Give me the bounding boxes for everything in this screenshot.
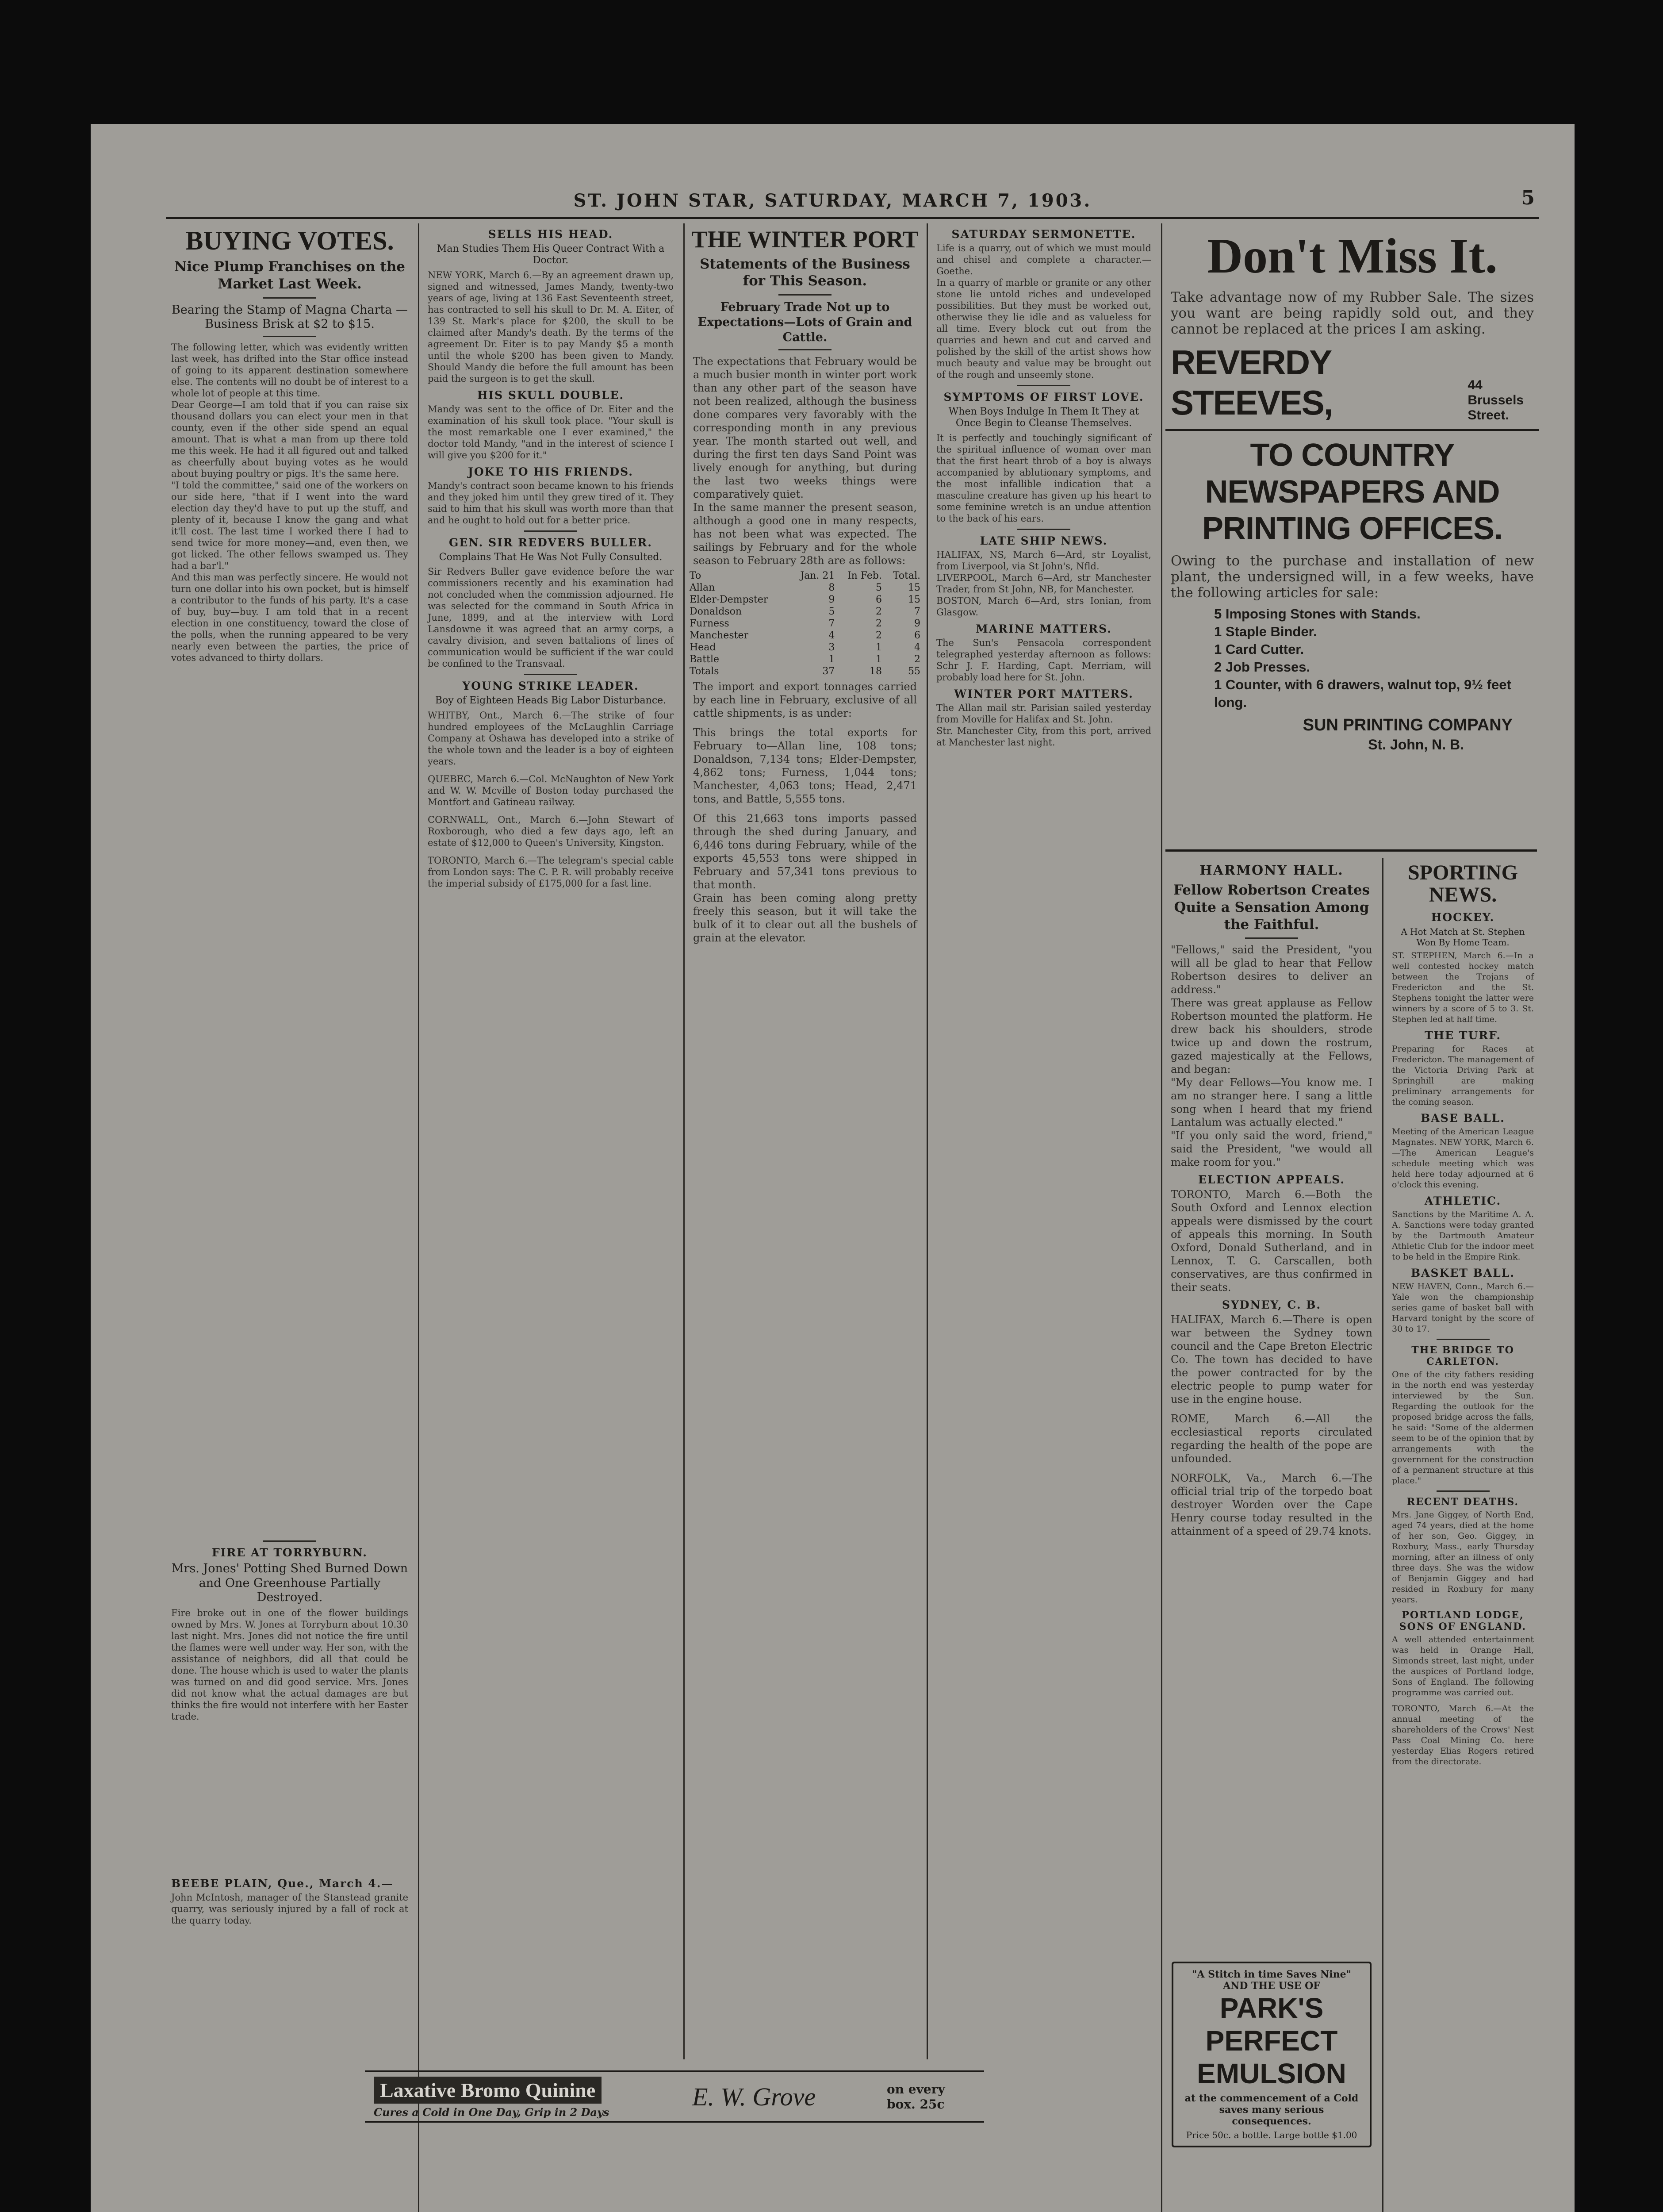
list-item: 1 Staple Binder. <box>1214 624 1317 640</box>
article-winter-port-matters: The Allan mail str. Parisian sailed yesterday from Moville for Halifax and St. John. Str. Manchester City, from this port, arrived at Manchester last night. <box>936 702 1151 748</box>
divider <box>778 349 832 350</box>
article-sydney: HALIFAX, March 6.—There is open war between the Sydney town council and the Cape Breton Electric Co. The town has decided to have the power contracted for by the electric people to pump water for use in the engine house. <box>1171 1313 1376 1406</box>
column-sporting-news <box>1387 858 1539 2212</box>
article-cornwall: CORNWALL, Ont., March 6.—John Stewart of Roxborough, who died a few days ago, left an estate of $12,000 to Queen's University, Kingston. <box>428 814 677 848</box>
article-bridge: One of the city fathers residing in the north end was yesterday interviewed by the Sun. Regarding the outlook for the proposed bridge across the falls, he said: "Some of the aldermen seem to be of the opinion that by arrangements with the government for the construction of a permanent structure at this place." <box>1392 1369 1537 1486</box>
article-deaths: Mrs. Jane Giggey, of North End, aged 74 years, died at the home of her son, Geo. Giggey, in Roxbury, Mass., early Thursday morning, after an illness of only three days. She was the widow of Benjamin Giggey and had resided in Roxbury for many years. <box>1392 1509 1537 1605</box>
column-rule <box>1161 223 1162 2212</box>
article-lodge: A well attended entertainment was held in Orange Hall, Simonds street, last night, under the auspices of Portland lodge, Sons of England. The following programme was carried out. <box>1392 1634 1537 1697</box>
column-rule <box>927 223 928 2059</box>
sailings-table <box>688 570 922 677</box>
table-cell: 7 <box>914 606 920 618</box>
table-cell: 4 <box>914 642 920 653</box>
ad-price: Price 50c. a bottle. Large bottle $1.00 <box>1186 2130 1357 2140</box>
deck-hockey: A Hot Match at St. Stephen Won By Home Team. <box>1401 926 1525 948</box>
ad-bottom-rule <box>1165 849 1537 852</box>
ad-items-list <box>1214 605 1539 711</box>
list-item: 1 Counter, with 6 drawers, walnut top, 9½ feet long. <box>1214 677 1511 710</box>
table-cell: Elder-Dempster <box>690 594 768 606</box>
table-cell: Manchester <box>690 630 748 641</box>
ad-company: SUN PRINTING COMPANY <box>1303 716 1513 735</box>
table-row <box>688 665 922 677</box>
article-toronto: TORONTO, March 6.—The telegram's special cable from London says: The C. P. R. will probably receive the imperial subsidy of £175,000 for a fast line. <box>428 855 677 889</box>
divider <box>524 530 577 532</box>
deck-buller: Complains That He Was Not Fully Consulted. <box>439 551 663 563</box>
article-baseball: Meeting of the American League Magnates. NEW YORK, March 6.—The American League's schedule meeting which was held here today adjourned at 6 o'clock this evening. <box>1392 1126 1537 1190</box>
headline-strike: YOUNG STRIKE LEADER. <box>462 680 639 693</box>
divider <box>263 1540 316 1542</box>
article-first-love: It is perfectly and touchingly significant of the spiritual influence of woman over man that the first heart throb of a boy is always accompanied by ablutionary symptoms, and the most infallible indication that a masculine creature has given up his heart to some feminine wretch is an undue attention to the back of his ears. <box>936 432 1154 524</box>
headline-ship-news: LATE SHIP NEWS. <box>980 534 1108 547</box>
article-skull: Mandy was sent to the office of Dr. Eiter and the examination of his skull took place. "Your skull is the most remarkable one I ever examined," the doctor told Mandy, "and in the interest of science I will give you $200 for it." <box>428 403 677 461</box>
table-cell: 2 <box>876 606 882 618</box>
column-sermonette <box>931 223 1157 2059</box>
ad-bromo-signature: E. W. Grove <box>692 2082 816 2111</box>
headline-winter-port-matters: WINTER PORT MATTERS. <box>954 687 1134 700</box>
divider <box>1437 1490 1490 1492</box>
headline-marine: MARINE MATTERS. <box>976 622 1112 635</box>
article-election: TORONTO, March 6.—Both the South Oxford and Lennox election appeals were dismissed by the court of appeals this morning. In South Oxford, Donald Sutherland, and in Lennox, T. G. Carscallen, both conservatives, are thus confirmed in their seats. <box>1171 1188 1376 1294</box>
headline-basketball: BASKET BALL. <box>1410 1266 1515 1279</box>
divider <box>778 294 832 296</box>
deck-sells-head: Man Studies Them His Queer Contract With a Doctor. <box>437 243 665 266</box>
table-cell: 6 <box>876 594 882 606</box>
divider <box>1017 529 1070 530</box>
ad-dont-miss-it: Don't Miss It. <box>1207 229 1498 284</box>
article-athletic: Sanctions by the Maritime A. A. A. Sanctions were today granted by the Dartmouth Amateur Athletic Club for the indoor meet to be held in the Empire Rink. <box>1392 1209 1537 1262</box>
masthead-title: ST. JOHN STAR, SATURDAY, MARCH 7, 1903. <box>573 190 1092 211</box>
table-cell: 2 <box>876 630 882 641</box>
deck-winter-port-2: February Trade Not up to Expectations—Lots of Grain and Cattle. <box>697 300 912 344</box>
headline-athletic: ATHLETIC. <box>1424 1194 1502 1207</box>
table-cell: Allan <box>690 582 715 594</box>
divider <box>1437 1339 1490 1340</box>
headline-first-love: SYMPTOMS OF FIRST LOVE. <box>943 391 1144 403</box>
article-imports: Of this 21,663 tons imports passed through the shed during January, and 6,446 tons during February, while of the exports 45,553 tons were shipped in February and 57,341 tons previous to that month. Grain has been coming along pretty freely this season, but it will take the bulk of it to clear out all the bushels of grain at the elevator. <box>693 812 917 945</box>
ad-stitch: "A Stitch in time Saves Nine" AND THE USE OF <box>1192 1969 1352 1992</box>
table-cell: 1 <box>828 654 835 665</box>
table-row <box>688 606 922 618</box>
article-marine: The Sun's Pensacola correspondent telegraphed yesterday afternoon as follows: Schr J. F. Harding, Capt. Merriam, will probably load here for St. John. <box>936 637 1154 683</box>
column-sells-head <box>422 223 679 2059</box>
ad-perfect: PERFECT <box>1205 2025 1338 2057</box>
table-cell: 9 <box>828 594 835 606</box>
ad-city: St. John, N. B. <box>1368 737 1464 753</box>
masthead-rule <box>166 217 1539 219</box>
divider <box>1245 937 1298 939</box>
table-header-cell: In Feb. <box>847 570 882 582</box>
ad-bromo-price: on every box. 25c <box>887 2082 945 2112</box>
headline-bridge: THE BRIDGE TO CARLETON. <box>1411 1344 1514 1367</box>
table-row <box>688 630 922 641</box>
column-rule <box>1382 858 1383 2212</box>
column-rule <box>683 223 685 2059</box>
article-quebec: QUEBEC, March 6.—Col. McNaughton of New York and W. W. Mcville of Boston today purchased the Montfort and Gatineau railway. <box>428 773 677 807</box>
table-cell: 15 <box>908 594 920 606</box>
article-winter-port: The expectations that February would be a much busier month in winter port work than any other part of the season have not been realized, although the business done compares very favorably with the corresponding month in any previous year. The month started out well, and during the first ten days Sand Point was lively enough for anything, but during the last two weeks things were comparatively quiet. In the same manner the present season, although a good one in many respects, has not been what was expected. The sailings by February and for the whole season to February 28th are as follows: <box>693 355 917 567</box>
deck-first-love: When Boys Indulge In Them It They at Once Begin to Cleanse Themselves. <box>948 406 1139 429</box>
article-basketball: NEW HAVEN, Conn., March 6.—Yale won the championship series game of basket ball with Harvard tonight by the score of 30 to 17. <box>1392 1281 1537 1334</box>
list-item: 2 Job Presses. <box>1214 659 1310 675</box>
table-cell: Totals <box>690 666 719 677</box>
ad-name-row <box>1171 342 1534 423</box>
deck-buying-votes-2: Bearing the Stamp of Magna Charta —Business Brisk at $2 to $15. <box>172 303 408 331</box>
column-buying-votes <box>166 223 414 2212</box>
table-cell: 3 <box>828 642 835 653</box>
ad-owing: Owing to the purchase and installation of new plant, the undersigned will, in a few weeks, have the following articles for sale: <box>1171 553 1538 601</box>
table-cell: 6 <box>914 630 920 641</box>
deck-fire: Mrs. Jones' Potting Shed Burned Down and One Greenhouse Partially Destroyed. <box>171 1562 408 1605</box>
article-norfolk: NORFOLK, Va., March 6.—The official trial trip of the torpedo boat destroyer Worden over the Cape Henry course today resulted in the attainment of a speed of 29.74 knots. <box>1171 1472 1376 1538</box>
headline-sydney: SYDNEY, C. B. <box>1222 1298 1322 1312</box>
list-item: 1 Card Cutter. <box>1214 641 1304 657</box>
page-number: 5 <box>1521 187 1535 209</box>
divider <box>1165 429 1539 431</box>
table-row <box>688 653 922 665</box>
table-cell: 1 <box>876 654 882 665</box>
headline-lodge: PORTLAND LODGE, SONS OF ENGLAND. <box>1399 1609 1527 1632</box>
deck-harmony: Fellow Robertson Creates Quite a Sensation Among the Faithful. <box>1173 882 1370 933</box>
table-cell: 8 <box>828 582 835 594</box>
divider <box>1017 385 1070 386</box>
column-harmony-hall <box>1165 858 1378 1947</box>
ad-emulsion: EMULSION <box>1197 2058 1346 2089</box>
table-header-row <box>688 570 922 582</box>
table-cell: 2 <box>914 654 920 665</box>
article-ship-news: HALIFAX, NS, March 6—Ard, str Loyalist, from Liverpool, via St John's, Nfld. LIVERPOOL, March 6—Ard, str Manchester Trader, from St John, NB, for Manchester. BOSTON, March 6—Ard, strs Ionian, from Glasgow. <box>936 549 1151 618</box>
newspaper-page <box>91 124 1575 2212</box>
deck-buying-votes-1: Nice Plump Franchises on the Market Last Week. <box>174 259 406 292</box>
article-tonnage: The import and export tonnages carried by each line in February, exclusive of all cattle shipments, is as under: <box>693 680 920 720</box>
article-joke: Mandy's contract soon became known to his friends and they joked him until they grew tired of it. They said to him that his skull was worth more than that and he ought to hold out for a better price. <box>428 480 677 526</box>
article-crows-nest: TORONTO, March 6.—At the annual meeting of the shareholders of the Crows' Nest Pass Coal Mining Co. here yesterday Elias Rogers retired from the directorate. <box>1392 1703 1537 1767</box>
headline-sells-head: SELLS HIS HEAD. <box>488 228 613 241</box>
table-cell: 37 <box>822 666 835 677</box>
headline-hockey: HOCKEY. <box>1431 910 1495 924</box>
ad-emulsion-box <box>1172 1962 1372 2147</box>
table-cell: 2 <box>876 618 882 630</box>
table-cell: 5 <box>828 606 835 618</box>
table-header-cell: Jan. 21 <box>800 570 835 582</box>
table-row <box>688 641 922 653</box>
table-row <box>688 594 922 606</box>
table-cell: 1 <box>876 642 882 653</box>
divider <box>524 674 577 675</box>
table-cell: 4 <box>828 630 835 641</box>
ad-parks-emulsion <box>1165 1955 1378 2185</box>
article-sells-head: NEW YORK, March 6.—By an agreement drawn up, signed and witnessed, James Mandy, twenty-two years of age, living at 136 East Seventeenth street, has contracted to sell his skull to Dr. M. A. Eiter, of 139 St. Mark's place for $200, the skull to be claimed after Mandy's death. By the terms of the agreement Dr. Eiter is to pay Mandy $5 a month until the whole $200 has been given to Mandy. Should Mandy die before the full amount has been paid the surgeon is to get the skull. <box>428 269 677 384</box>
ad-to-newspapers: TO COUNTRY NEWSPAPERS AND PRINTING OFFICES. <box>1202 438 1503 546</box>
table-cell: 55 <box>908 666 920 677</box>
table-cell: 18 <box>870 666 882 677</box>
ad-address: 44 Brussels Street. <box>1468 378 1524 422</box>
headline-deaths: RECENT DEATHS. <box>1406 1496 1519 1508</box>
deck-winter-port-1: Statements of the Business for This Season. <box>700 256 910 289</box>
headline-buying-votes: BUYING VOTES. <box>185 226 394 255</box>
headline-turf: THE TURF. <box>1424 1029 1502 1042</box>
dateline-beebe: BEEBE PLAIN, Que., March 4.— <box>171 1877 394 1890</box>
table-cell: 15 <box>908 582 920 594</box>
table-cell: Furness <box>690 618 729 630</box>
deck-strike: Boy of Eighteen Heads Big Labor Disturbance. <box>435 695 667 707</box>
article-strike: WHITBY, Ont., March 6.—The strike of four hundred employees of the McLaughlin Carriage Company at Oshawa has developed into a strike of the whole town and the leader is a boy of eighteen years. <box>428 710 677 767</box>
headline-winter-port: THE WINTER PORT <box>691 226 919 253</box>
article-beebe: John McIntosh, manager of the Stanstead granite quarry, was seriously injured by a fall of rock at the quarry today. <box>171 1892 411 1926</box>
headline-skull: HIS SKULL DOUBLE. <box>477 388 625 402</box>
table-cell: Donaldson <box>690 606 742 618</box>
headline-sporting: SPORTING NEWS. <box>1407 861 1518 907</box>
table-header-cell: To <box>690 570 701 582</box>
ad-bromo-tag: Cures a Cold in One Day, Grip in 2 Days <box>374 2106 609 2119</box>
table-row <box>688 582 922 594</box>
column-rule <box>418 223 419 2212</box>
ad-name: REVERDY STEEVES, <box>1171 343 1333 422</box>
article-buying-votes: The following letter, which was evidently written last week, has drifted into the Star office instead of going to its apparent destination somewhere else. The contents will no doubt be of interest to a whole lot of people at this time. Dear George—I am told that if you can raise six thousand dollars you can elect your men in that county, even if the other side spend an equal amount. That is what a man from up there told me this week. He had it all figured out and talked as cheerfully about buying votes as he would about buying poultry or pigs. It's the same here. "I told the committee," said one of the workers on our side here, "that if I went into the ward election day they'd have to put up the stuff, and plenty of it, because I know the gang and what it'll cost. The last time I worked there I had to send twice for more money—and, even then, we got licked. The other fellows swamped us. They had a bar'l." And this man was perfectly sincere. He would not turn one dollar into his own pocket, but is himself a contributor to the funds of his party. It's a case of buy, buy—buy. I am told that in a recent election in one constituency, toward the close of the polls, when the running appeared to be very nearly even between the parties, the price of votes advanced to thirty dollars. <box>171 342 408 664</box>
table-cell: 5 <box>876 582 882 594</box>
article-exports: This brings the total exports for February to—Allan line, 108 tons; Donaldson, 7,134 tons; Elder-Dempster, 4,862 tons; Furness, 1,044 tons; Manchester, 4,063 tons; Head, 2,471 tons, and Battle, 5,555 tons. <box>693 726 920 806</box>
article-sermonette: Life is a quarry, out of which we must mould and chisel and complete a character.—Goethe. In a quarry of marble or granite or any other stone lie untold riches and undeveloped possibilities. But they must be worked out, otherwise they lie idle and as valueless for all time. Every block cut out from the quarries and hewn and cut and carved and polished by the skill of the artist shows how much beauty and value may be brought out of the rough and unseemly stone. <box>936 243 1151 380</box>
table-cell: 7 <box>828 618 835 630</box>
headline-harmony: HARMONY HALL. <box>1199 863 1344 878</box>
ad-bromo-quinine <box>365 2070 984 2123</box>
article-harmony: "Fellows," said the President, "you will all be glad to hear that Fellow Robertson desires to deliver an address." There was great applause as Fellow Robertson mounted the platform. He drew back his shoulders, strode twice up and down the rostrum, gazed majestically at the Fellows, and began: "My dear Fellows—You know me. I am no stranger here. I sang a little song when I heard that my friend Lantalum was actually elected." "If you only said the word, friend," said the President, "we would all make room for you." <box>1171 944 1372 1169</box>
article-turf: Preparing for Races at Fredericton. The management of the Victoria Driving Park at Springhill are making preliminary arrangements for the coming season. <box>1392 1044 1537 1107</box>
article-fire: Fire broke out in one of the flower buildings owned by Mrs. W. Jones at Torryburn about 10.30 last night. Mrs. Jones did not notice the fire until the flames were well under way. Her son, with the assistance of neighbors, did all that could be done. The house which is used to water the plants was turned on and did good service. Mrs. Jones did not know what the actual damages are but thinks the fire would not interfere with her Easter trade. <box>171 1608 411 1722</box>
headline-buller: GEN. SIR REDVERS BULLER. <box>449 536 652 549</box>
headline-election: ELECTION APPEALS. <box>1198 1173 1345 1187</box>
headline-fire: FIRE AT TORRYBURN. <box>212 1546 368 1559</box>
column-winter-port <box>688 223 922 2059</box>
ad-tag: at the commencement of a Cold saves many serious consequences. <box>1184 2093 1359 2127</box>
ad-bromo-name: Laxative Bromo Quinine <box>374 2077 602 2104</box>
article-hockey: ST. STEPHEN, March 6.—In a well contested hockey match between the Trojans of Fredericton and the St. Stephens tonight the latter were winners by a score of 5 to 3. St. Stephen led at half time. <box>1392 950 1537 1024</box>
ad-lead: Take advantage now of my Rubber Sale. The sizes you want are being rapidly sold out, and they cannot be replaced at the prices I am asking. <box>1171 289 1538 337</box>
article-buller: Sir Redvers Buller gave evidence before the war commissioners recently and his examination had not concluded when the commission adjourned. He was selected for the command in South Africa in June, 1899, and at the interview with Lord Lansdowne it was agreed that an army corps, a cavalry division, and seven battalions of lines of communication would be sufficient if the war could be confined to the Transvaal. <box>428 566 677 669</box>
headline-sermonette: SATURDAY SERMONETTE. <box>951 228 1136 241</box>
table-cell: 9 <box>914 618 920 630</box>
article-rome: ROME, March 6.—All the ecclesiastical reports circulated regarding the health of the pope are unfounded. <box>1171 1413 1376 1465</box>
table-cell: Battle <box>690 654 720 665</box>
ad-reverdy-steeves <box>1165 223 1539 852</box>
list-item: 5 Imposing Stones with Stands. <box>1214 606 1421 622</box>
divider <box>263 297 316 299</box>
headline-joke: JOKE TO HIS FRIENDS. <box>468 465 633 478</box>
divider <box>263 336 316 337</box>
table-header-cell: Total. <box>893 570 920 582</box>
table-row <box>688 618 922 630</box>
ad-parks: PARK'S <box>1219 1992 1324 2024</box>
headline-baseball: BASE BALL. <box>1421 1111 1505 1125</box>
table-cell: Head <box>690 642 716 653</box>
